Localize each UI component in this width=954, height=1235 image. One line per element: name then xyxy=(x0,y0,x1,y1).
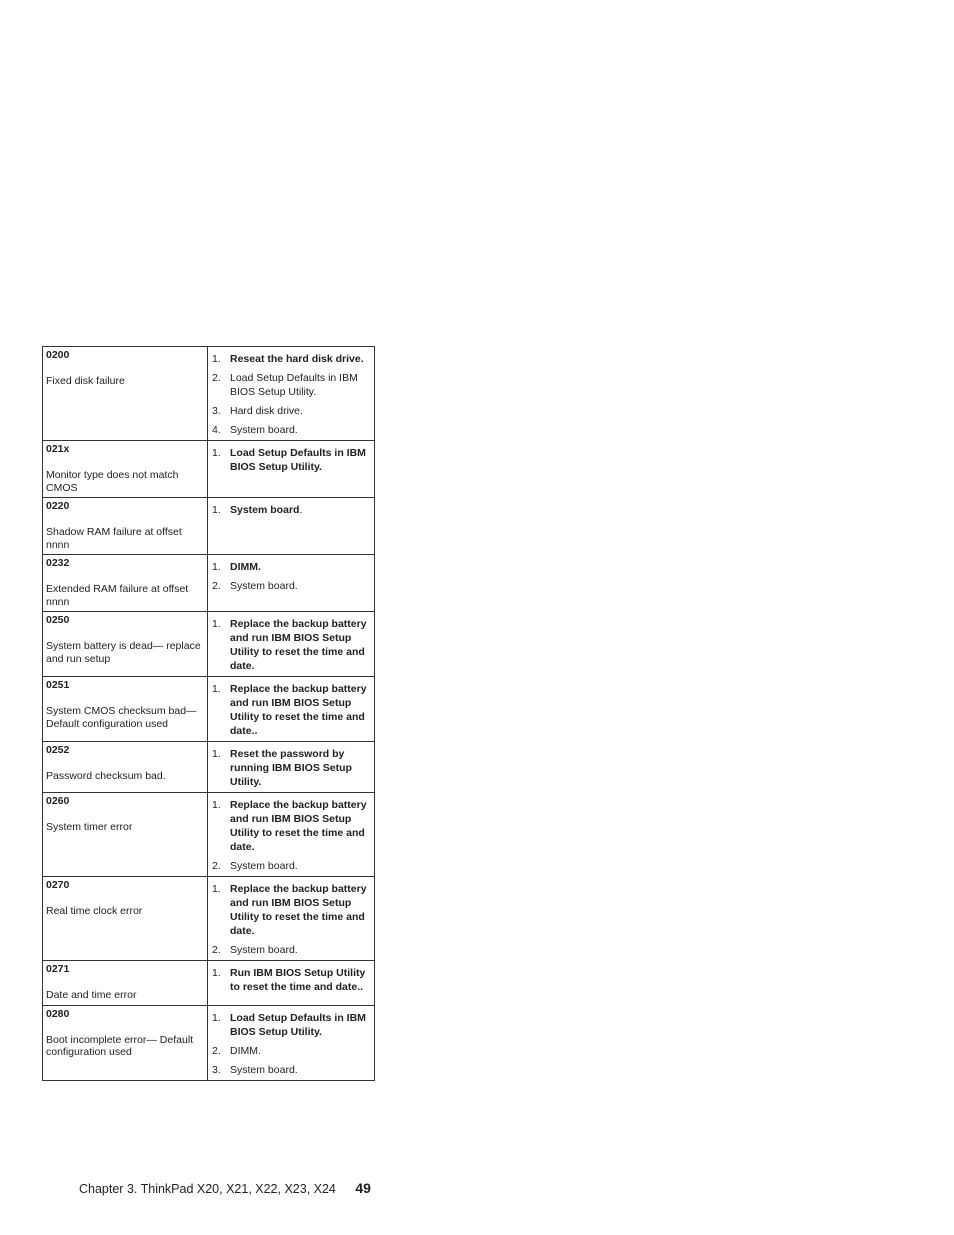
step-number: 2. xyxy=(212,372,221,384)
error-code: 0220 xyxy=(46,500,70,512)
list-item xyxy=(212,1063,368,1077)
step-number: 3. xyxy=(212,405,221,417)
list-item xyxy=(212,682,368,738)
fru-action-cell xyxy=(208,498,375,555)
error-description: Real time clock error xyxy=(46,905,143,917)
list-item xyxy=(212,404,368,418)
error-cell xyxy=(43,742,208,793)
step-text: Run IBM BIOS Setup Utility to reset the time and date.. xyxy=(230,967,366,993)
step-number: 1. xyxy=(212,967,221,979)
error-description: Fixed disk failure xyxy=(46,375,125,387)
error-description: Boot incomplete error— Default configuration used xyxy=(46,1033,194,1058)
fru-action-list xyxy=(208,742,374,792)
fru-action-cell xyxy=(208,677,375,742)
error-description: Monitor type does not match CMOS xyxy=(46,469,179,494)
list-item xyxy=(212,966,368,994)
fru-action-cell xyxy=(208,742,375,793)
table-row xyxy=(43,498,375,555)
table-row xyxy=(43,555,375,612)
step-number: 2. xyxy=(212,580,221,592)
list-item xyxy=(212,1044,368,1058)
step-text: System board. xyxy=(230,944,298,956)
error-cell xyxy=(43,347,208,441)
error-code: 0252 xyxy=(46,744,70,756)
error-code: 0270 xyxy=(46,879,70,891)
step-text: Replace the backup battery and run IBM BIOS Setup Utility to reset the time and date. xyxy=(230,883,367,937)
fru-action-list xyxy=(208,1006,374,1080)
fru-action-list xyxy=(208,793,374,876)
error-code: 021x xyxy=(46,443,70,455)
list-item xyxy=(212,1011,368,1039)
step-text: System board. xyxy=(230,1063,298,1076)
error-cell xyxy=(43,612,208,677)
step-number: 1. xyxy=(212,683,221,695)
error-code: 0260 xyxy=(46,795,70,807)
step-text: Load Setup Defaults in IBM BIOS Setup Utility. xyxy=(230,1011,366,1038)
error-description: Shadow RAM failure at offset nnnn xyxy=(46,526,182,551)
step-text: Reseat the hard disk drive. xyxy=(230,353,364,365)
list-item xyxy=(212,352,368,366)
table-row xyxy=(43,742,375,793)
list-item xyxy=(212,747,368,789)
step-number: 1. xyxy=(212,883,221,895)
table-row xyxy=(43,347,375,441)
error-code: 0200 xyxy=(46,349,70,361)
list-item xyxy=(212,579,368,593)
error-code: 0280 xyxy=(46,1007,70,1020)
error-cell xyxy=(43,555,208,612)
error-description: Extended RAM failure at offset nnnn xyxy=(46,583,189,608)
table-row xyxy=(43,441,375,498)
step-number: 4. xyxy=(212,424,221,436)
list-item xyxy=(212,503,368,517)
list-item xyxy=(212,560,368,574)
step-number: 2. xyxy=(212,1044,221,1057)
error-code: 0232 xyxy=(46,557,70,569)
error-cell xyxy=(43,1005,208,1080)
error-code: 0251 xyxy=(46,679,70,691)
step-number: 1. xyxy=(212,447,221,459)
list-item xyxy=(212,798,368,854)
step-text: System board. xyxy=(230,860,298,872)
step-number: 1. xyxy=(212,504,221,516)
table-row xyxy=(43,677,375,742)
list-item xyxy=(212,446,368,474)
fru-action-cell xyxy=(208,877,375,961)
footer-chapter-title: Chapter 3. ThinkPad X20, X21, X22, X23, X24 xyxy=(79,1182,336,1196)
error-code: 0271 xyxy=(46,963,70,975)
fru-action-cell xyxy=(208,1005,375,1080)
list-item xyxy=(212,943,368,957)
page-number: 49 xyxy=(355,1180,371,1196)
list-item xyxy=(212,882,368,938)
error-description: System timer error xyxy=(46,821,133,833)
fru-action-cell xyxy=(208,612,375,677)
page-footer xyxy=(79,1180,371,1196)
step-text: Replace the backup battery and run IBM BIOS Setup Utility to reset the time and date.. xyxy=(230,683,367,737)
fru-action-cell xyxy=(208,793,375,877)
error-description: System battery is dead— replace and run setup xyxy=(46,640,201,665)
fru-action-list xyxy=(208,677,374,741)
list-item xyxy=(212,859,368,873)
error-description: System CMOS checksum bad—Default configuration used xyxy=(46,705,197,730)
step-number: 1. xyxy=(212,1011,221,1024)
step-number: 1. xyxy=(212,353,221,365)
error-description: Password checksum bad. xyxy=(46,770,166,782)
step-number: 1. xyxy=(212,799,221,811)
step-text: Replace the backup battery and run IBM BIOS Setup Utility to reset the time and date. xyxy=(230,799,367,853)
step-text-suffix: . xyxy=(299,504,303,516)
list-item xyxy=(212,423,368,437)
step-number: 3. xyxy=(212,1063,221,1076)
step-text: Load Setup Defaults in IBM BIOS Setup Utility. xyxy=(230,447,366,473)
step-number: 1. xyxy=(212,748,221,760)
fru-action-list xyxy=(208,441,374,477)
step-text: Load Setup Defaults in IBM BIOS Setup Utility. xyxy=(230,372,358,398)
error-cell xyxy=(43,961,208,1006)
fru-action-list xyxy=(208,877,374,960)
step-text: Hard disk drive. xyxy=(230,405,303,417)
error-cell xyxy=(43,498,208,555)
step-text: DIMM. xyxy=(230,561,261,573)
fru-action-list xyxy=(208,498,374,520)
error-code-table xyxy=(42,346,375,1081)
error-description: Date and time error xyxy=(46,989,137,1001)
error-cell xyxy=(43,677,208,742)
error-code: 0250 xyxy=(46,614,70,626)
fru-action-cell xyxy=(208,555,375,612)
step-text: System board. xyxy=(230,424,298,436)
fru-action-list xyxy=(208,961,374,997)
fru-action-cell xyxy=(208,961,375,1006)
fru-action-list xyxy=(208,612,374,676)
table-row xyxy=(43,877,375,961)
table-row xyxy=(43,961,375,1006)
error-cell xyxy=(43,441,208,498)
step-text: Replace the backup battery and run IBM BIOS Setup Utility to reset the time and date. xyxy=(230,618,367,672)
error-cell xyxy=(43,793,208,877)
list-item xyxy=(212,617,368,673)
fru-action-cell xyxy=(208,347,375,441)
fru-action-list xyxy=(208,555,374,596)
error-code-table-body xyxy=(43,347,375,1081)
table-row xyxy=(43,612,375,677)
table-row xyxy=(43,793,375,877)
step-number: 1. xyxy=(212,618,221,630)
fru-action-cell xyxy=(208,441,375,498)
step-number: 2. xyxy=(212,860,221,872)
step-text: System board xyxy=(230,504,300,516)
table-row xyxy=(43,1005,375,1080)
step-text: Reset the password by running IBM BIOS Setup Utility. xyxy=(230,748,352,788)
step-text: System board. xyxy=(230,580,298,592)
step-number: 1. xyxy=(212,561,221,573)
fru-action-list xyxy=(208,347,374,440)
step-number: 2. xyxy=(212,944,221,956)
error-cell xyxy=(43,877,208,961)
list-item xyxy=(212,371,368,399)
step-text: DIMM. xyxy=(230,1044,261,1057)
